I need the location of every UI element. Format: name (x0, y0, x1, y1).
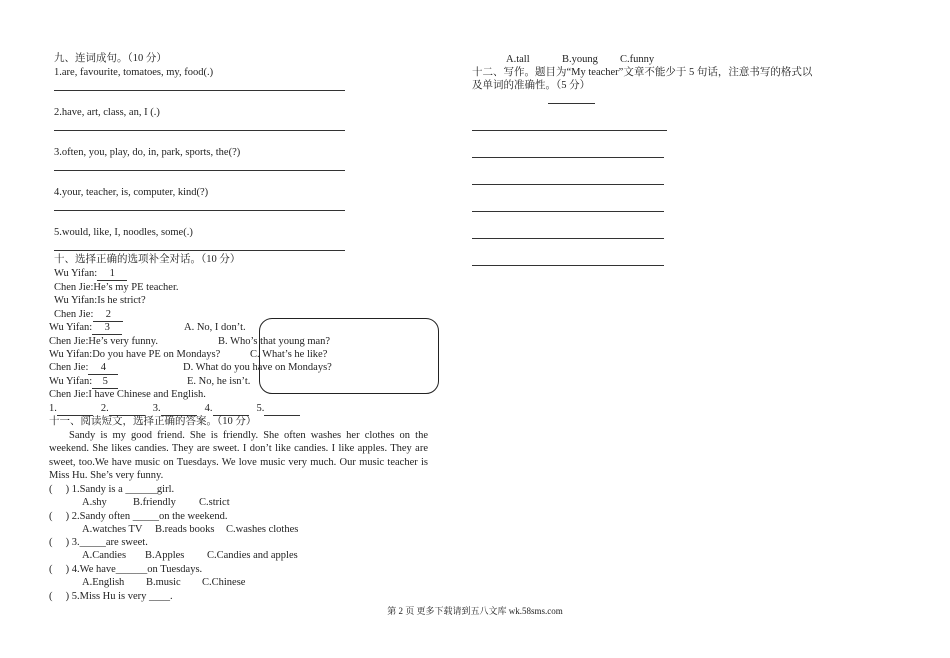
q1-option-c: C.strict (199, 497, 230, 508)
dialogue-line-3: Wu Yifan:Is he strict? (54, 295, 146, 306)
section-12-title-cont: 及单词的准确性。（5 分） (472, 80, 591, 91)
writing-line[interactable] (472, 130, 667, 131)
q4-option-b: B.music (146, 577, 181, 588)
page-footer: 第 2 页 更多下载请到五八文库 wk.58sms.com (387, 606, 563, 616)
answer-blank-4[interactable] (213, 402, 249, 416)
question-3: ( ) 3._____are sweet. (49, 537, 148, 548)
speaker-text: Wu Yifan: (54, 268, 98, 279)
answer-line[interactable] (54, 170, 345, 171)
dialogue-blank-2[interactable]: 2 (93, 308, 123, 322)
sentence-item-3: 3.often, you, play, do, in, park, sports, the(?) (54, 147, 241, 158)
dialogue-line-6: Chen Jie:He’s very funny. (49, 336, 158, 347)
section-9-title: 九、连词成句。（10 分） (54, 53, 167, 64)
dialogue-line-1 (54, 267, 127, 281)
dialogue-line-7: Wu Yifan:Do you have PE on Mondays? (49, 349, 221, 360)
q5-option-a: A.tall (506, 54, 530, 65)
question-2: ( ) 2.Sandy often _____on the weekend. (49, 511, 228, 522)
reading-passage: Sandy is my good friend. She is friendly. She often washes her clothes on the weekend. She likes candies. They are sweet. I don’t like candies. I like apples. They are sweet, too.We have music on Tuesdays. We love music very much. Our music teacher is Miss Hu. She’s very funny. (49, 430, 428, 482)
q4-option-a: A.English (82, 577, 125, 588)
sentence-item-4: 4.your, teacher, is, computer, kind(?) (54, 187, 209, 198)
option-d: D. What do you have on Mondays? (183, 362, 332, 373)
writing-line[interactable] (472, 238, 664, 239)
answer-paren[interactable]: ( ) (49, 564, 70, 575)
answer-line[interactable] (54, 90, 345, 91)
q3-option-a: A.Candies (82, 550, 127, 561)
dialogue-line-4 (54, 308, 123, 322)
speaker-text: Chen Jie: (54, 309, 94, 320)
writing-line[interactable] (472, 184, 664, 185)
option-a: A. No, I don’t. (184, 322, 246, 333)
dialogue-blank-5[interactable]: 5 (92, 375, 118, 389)
section-12-title: 十二、写作。题目为“My teacher”文章不能少于 5 句话，注意书写的格式以 (472, 67, 813, 78)
option-c: C. What’s he like? (250, 349, 328, 360)
answer-line[interactable] (54, 250, 345, 251)
answer-row: 1. 2. 3. 4. 5. (49, 402, 300, 416)
answer-paren[interactable]: ( ) (49, 511, 70, 522)
answer-paren[interactable]: ( ) (49, 591, 70, 602)
writing-line[interactable] (472, 211, 664, 212)
title-line[interactable] (548, 103, 595, 104)
dialogue-line-5 (49, 321, 122, 335)
answer-line[interactable] (54, 130, 345, 131)
dialogue-line-2: Chen Jie:He’s my PE teacher. (54, 282, 179, 293)
q4-option-c: C.Chinese (202, 577, 246, 588)
option-b: B. Who’s that young man? (218, 336, 331, 347)
sentence-item-2: 2.have, art, class, an, I (.) (54, 107, 160, 118)
section-11-title: 十一、阅读短文，选择正确的答案。（10 分） (49, 416, 257, 427)
dialogue-line-8 (49, 361, 118, 375)
answer-line[interactable] (54, 210, 345, 211)
q2-option-a: A.watches TV (82, 524, 143, 535)
speaker-text: Chen Jie: (49, 362, 89, 373)
answer-paren[interactable]: ( ) (49, 484, 70, 495)
dialogue-blank-4[interactable]: 4 (88, 361, 118, 375)
speaker-text: Wu Yifan: (49, 376, 93, 387)
q3-option-b: B.Apples (145, 550, 185, 561)
question-4: ( ) 4.We have______on Tuesdays. (49, 564, 203, 575)
question-5: ( ) 5.Miss Hu is very ____. (49, 591, 173, 602)
dialogue-blank-3[interactable]: 3 (92, 321, 122, 335)
q5-option-c: C.funny (620, 54, 655, 65)
q1-option-a: A.shy (82, 497, 107, 508)
dialogue-line-9 (49, 375, 118, 389)
answer-blank-2[interactable] (109, 402, 145, 416)
sentence-item-1: 1.are, favourite, tomatoes, my, food(.) (54, 67, 214, 78)
section-10-title: 十、选择正确的选项补全对话。（10 分） (54, 254, 241, 265)
speaker-text: Wu Yifan: (49, 322, 93, 333)
q2-option-b: B.reads books (155, 524, 215, 535)
sentence-item-5: 5.would, like, I, noodles, some(.) (54, 227, 193, 238)
dialogue-line-10: Chen Jie:I have Chinese and English. (49, 389, 206, 400)
answer-blank-3[interactable] (161, 402, 197, 416)
q5-option-b: B.young (562, 54, 598, 65)
option-e: E. No, he isn’t. (187, 376, 251, 387)
writing-line[interactable] (472, 157, 664, 158)
answer-blank-1[interactable] (57, 402, 93, 416)
answer-paren[interactable]: ( ) (49, 537, 70, 548)
question-1: ( ) 1.Sandy is a ______girl. (49, 484, 175, 495)
options-box (259, 318, 439, 394)
q3-option-c: C.Candies and apples (207, 550, 298, 561)
writing-line[interactable] (472, 265, 664, 266)
q2-option-c: C.washes clothes (226, 524, 299, 535)
dialogue-blank-1[interactable]: 1 (97, 267, 127, 281)
answer-blank-5[interactable] (264, 402, 300, 416)
q1-option-b: B.friendly (133, 497, 176, 508)
